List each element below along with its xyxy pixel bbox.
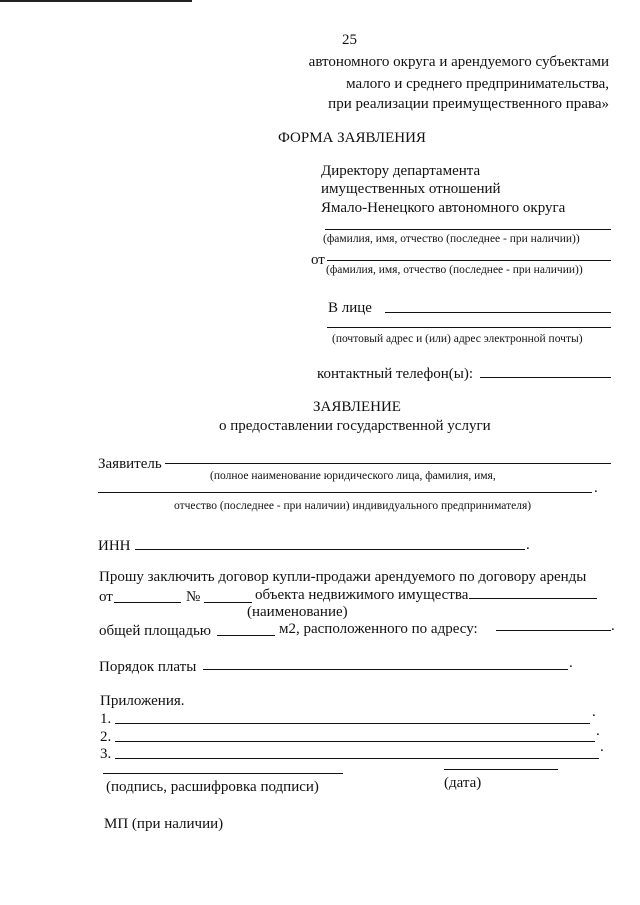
dot: . xyxy=(569,655,573,671)
attachment-item-3: 3. xyxy=(100,746,112,762)
from-label: от xyxy=(311,252,325,268)
from-name-line[interactable] xyxy=(327,260,611,261)
address-line[interactable] xyxy=(327,327,611,328)
addressee-caption-1: (фамилия, имя, отчество (последнее - при наличии)) xyxy=(323,233,580,245)
applicant-line-2[interactable] xyxy=(98,492,592,493)
signature-line[interactable] xyxy=(103,773,343,774)
in-person-line[interactable] xyxy=(385,312,611,313)
dot: . xyxy=(600,739,604,755)
header-line-2: малого и среднего предпринимательства, xyxy=(346,76,609,92)
statement-subtitle: о предоставлении государственной услуги xyxy=(219,418,491,434)
address-value-line[interactable] xyxy=(496,630,611,631)
inn-line[interactable] xyxy=(135,549,525,550)
addressee-line-2: имущественных отношений xyxy=(321,181,501,197)
addressee-caption-3: (почтовый адрес и (или) адрес электронной почты) xyxy=(332,333,583,345)
page-edge-mark xyxy=(0,0,192,2)
attachment-line-1[interactable] xyxy=(115,723,590,724)
request-no-label: № xyxy=(186,589,201,605)
inn-label: ИНН xyxy=(98,538,131,554)
in-person-label: В лице xyxy=(328,300,372,316)
dot: . xyxy=(594,480,598,496)
area-label: общей площадью xyxy=(99,623,212,639)
attachment-line-3[interactable] xyxy=(115,758,599,759)
form-title: ФОРМА ЗАЯВЛЕНИЯ xyxy=(278,130,426,146)
statement-title: ЗАЯВЛЕНИЕ xyxy=(313,399,401,415)
applicant-label: Заявитель xyxy=(98,456,162,472)
addressee-line-1: Директору департамента xyxy=(321,163,481,179)
applicant-line[interactable] xyxy=(165,463,611,464)
dot: . xyxy=(592,704,596,720)
naming-caption: (наименование) xyxy=(247,604,348,620)
dot: . xyxy=(596,723,600,739)
signature-caption: (подпись, расшифровка подписи) xyxy=(106,779,319,795)
request-date-line[interactable] xyxy=(114,602,181,603)
addressee-caption-2: (фамилия, имя, отчество (последнее - при наличии)) xyxy=(326,264,583,276)
phone-label: контактный телефон(ы): xyxy=(317,366,473,382)
date-caption: (дата) xyxy=(444,775,482,791)
applicant-caption-1: (полное наименование юридического лица, фамилия, имя, xyxy=(210,470,496,482)
attachments-title: Приложения. xyxy=(100,693,185,709)
attachment-line-2[interactable] xyxy=(115,741,595,742)
area-unit-label: м2, расположенного по адресу: xyxy=(279,621,478,637)
attachment-item-1: 1. xyxy=(100,711,112,727)
area-value-line[interactable] xyxy=(217,635,275,636)
phone-line[interactable] xyxy=(480,377,611,378)
request-object-line[interactable] xyxy=(469,598,597,599)
header-line-3: при реализации преимущественного права» xyxy=(328,96,609,112)
request-line-1: Прошу заключить договор купли-продажи арендуемого по договору аренды xyxy=(99,569,587,585)
page-number: 25 xyxy=(342,32,357,48)
addressee-name-line[interactable] xyxy=(325,229,611,230)
attachment-item-2: 2. xyxy=(100,729,112,745)
dot: . xyxy=(611,618,615,634)
dot: . xyxy=(526,537,530,553)
request-number-line[interactable] xyxy=(204,602,252,603)
header-line-1: автономного округа и арендуемого субъектами xyxy=(308,54,609,70)
payment-label: Порядок платы xyxy=(99,659,197,675)
date-line[interactable] xyxy=(444,769,558,770)
applicant-caption-2: отчество (последнее - при наличии) индивидуального предпринимателя) xyxy=(174,500,532,512)
payment-line[interactable] xyxy=(203,669,568,670)
request-from-label: от xyxy=(99,589,113,605)
request-object-label: объекта недвижимого имущества xyxy=(255,587,469,603)
addressee-line-3: Ямало-Ненецкого автономного округа xyxy=(321,200,566,216)
stamp-label: МП (при наличии) xyxy=(104,816,224,832)
